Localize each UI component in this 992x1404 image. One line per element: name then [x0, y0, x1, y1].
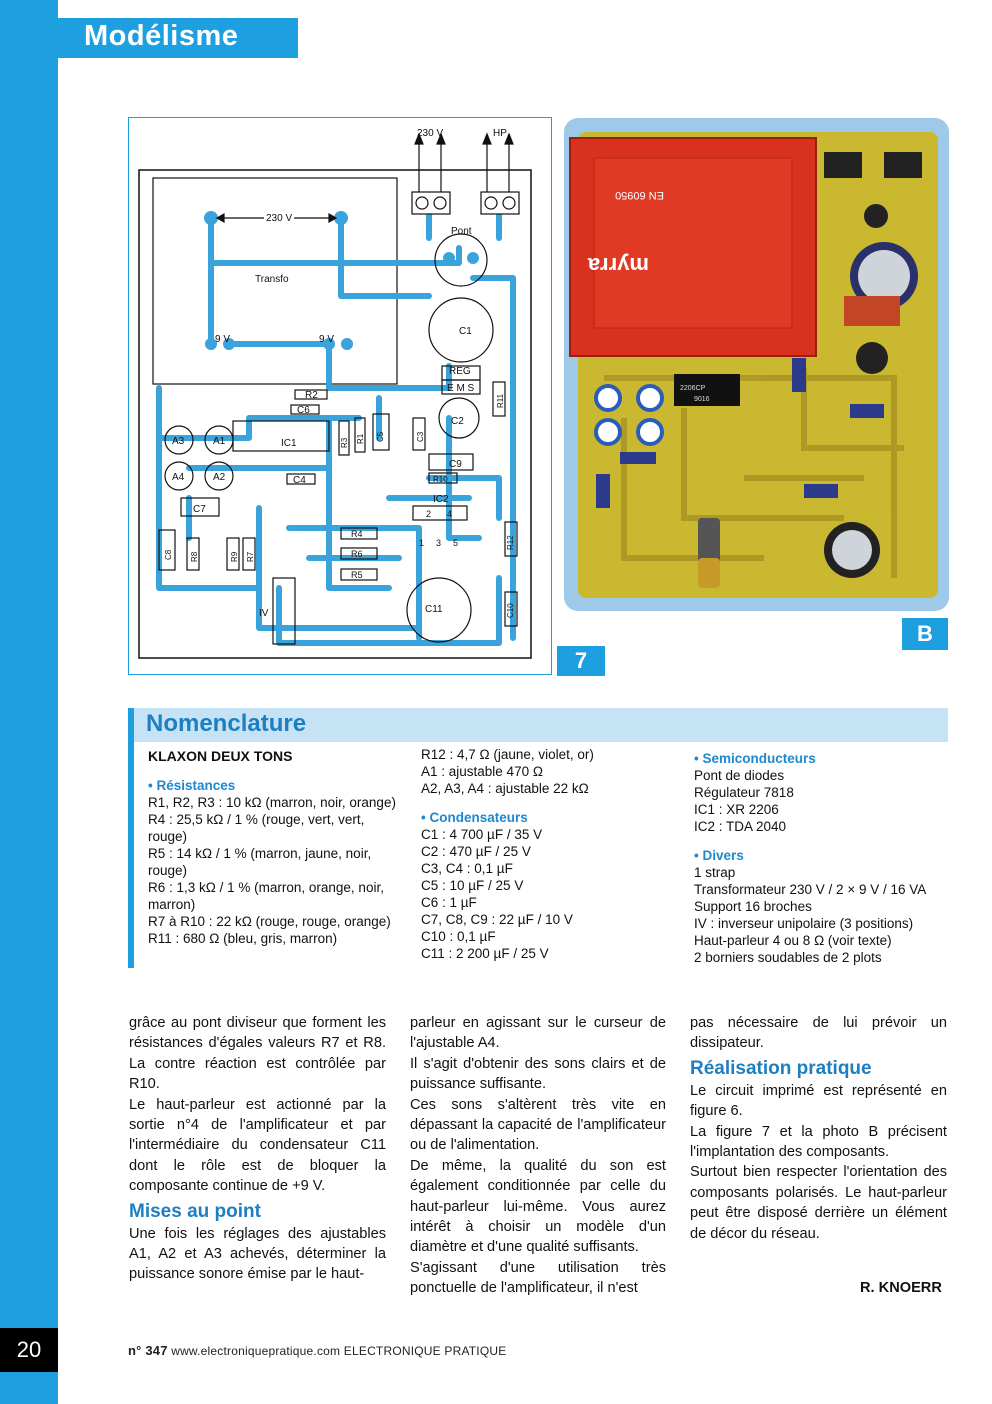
- nomenclature-item: C10 : 0,1 µF: [421, 929, 496, 944]
- fig7-label-a3: A3: [172, 436, 185, 447]
- fig7-label-pont: Pont: [451, 226, 472, 237]
- nomenclature-item: C2 : 470 µF / 25 V: [421, 844, 531, 859]
- nomenclature-column-3: [694, 750, 948, 966]
- fig7-label-c10: C10: [506, 603, 515, 618]
- fig7-label-c5: C5: [376, 431, 385, 442]
- nomenclature-item: C1 : 4 700 µF / 35 V: [421, 827, 543, 842]
- article-paragraph: Surtout bien respecter l'orientation des composants polarisés. Le haut-parleur peut être disposé derrière un élément de décor du réseau.: [690, 1164, 947, 1242]
- figure-7-pcb-layout: [128, 117, 552, 675]
- fig7-label-9v-a: 9 V: [215, 334, 231, 345]
- article-paragraph: pas nécessaire de lui prévoir un dissipateur.: [690, 1015, 947, 1052]
- fig7-ic2-pin-5: 5: [453, 538, 459, 548]
- fig7-ic2-pin-3: 3: [436, 538, 442, 548]
- fig7-label-hp: HP: [493, 128, 507, 139]
- fig7-label-r6: R6: [351, 549, 363, 559]
- nomenclature-accent-bar: [128, 708, 134, 968]
- fig7-label-r12: R12: [506, 535, 515, 550]
- page-footer: [128, 1343, 506, 1358]
- fig7-label-9v-b: 9 V: [319, 334, 335, 345]
- article-paragraph: Le haut-parleur est actionné par la sortie n°4 de l'amplificateur et par l'intermédiaire du condensateur C11 dont le rôle est de bloquer la composante continue de +9 V.: [129, 1096, 386, 1195]
- nomenclature-item: Régulateur 7818: [694, 785, 794, 800]
- fig7-label-iv: IV: [259, 608, 269, 619]
- article-paragraph: S'agissant d'une utilisation très ponctuelle de l'amplificateur, il n'est: [410, 1259, 666, 1297]
- fig7-label-ic2: IC2: [433, 494, 449, 505]
- article-paragraph: grâce au pont diviseur que forment les résistances d'égales valeurs R7 et R8. La contre réaction est contrôlée par R10.: [129, 1015, 386, 1093]
- nomenclature-item: Transformateur 230 V / 2 × 9 V / 16 VA: [694, 882, 927, 897]
- fig7-label-r2: R2: [305, 390, 318, 401]
- nomenclature-item: R7 à R10 : 22 kΩ (rouge, rouge, orange): [148, 914, 391, 929]
- section-heading: Mises au point: [129, 1200, 261, 1222]
- photo-b-assembled-board: [564, 118, 949, 611]
- fig7-ic2-pin-1: 1: [419, 538, 425, 548]
- nomenclature-item: C5 : 10 µF / 25 V: [421, 878, 524, 893]
- section-heading: Réalisation pratique: [690, 1057, 872, 1079]
- nomenclature-column-2: [421, 746, 671, 962]
- fig7-ic2-pin-2: 2: [426, 509, 432, 519]
- section-heading: • Divers: [694, 848, 744, 863]
- article-paragraph: Il s'agit d'obtenir des sons clairs et de puissance suffisante.: [410, 1055, 666, 1093]
- footer-issue: n° 347: [128, 1343, 168, 1358]
- footer-website: www.electroniquepratique.com: [171, 1344, 341, 1358]
- article-column-2: [410, 1013, 666, 1299]
- fig7-label-r3: R3: [340, 437, 349, 448]
- nomenclature-item: 2 borniers soudables de 2 plots: [694, 950, 882, 965]
- page-number: 20: [0, 1328, 58, 1372]
- fig7-label-c3: C3: [416, 431, 425, 442]
- nomenclature-item: 1 strap: [694, 865, 736, 880]
- section-heading: • Semiconducteurs: [694, 751, 816, 766]
- article-paragraph: parleur en agissant sur le curseur de l'ajustable A4.: [410, 1015, 666, 1052]
- nomenclature-item: R4 : 25,5 kΩ / 1 % (rouge, vert, vert, rouge): [148, 812, 365, 844]
- figure-7-label: 7: [557, 646, 605, 676]
- fig7-label-a2: A2: [213, 472, 226, 483]
- fig7-label-r8: R8: [190, 551, 199, 562]
- fig7-label-a1: A1: [213, 436, 226, 447]
- section-heading: • Résistances: [148, 778, 236, 793]
- nomenclature-title: Nomenclature: [146, 710, 307, 737]
- nomenclature-item: R11 : 680 Ω (bleu, gris, marron): [148, 931, 338, 946]
- article-paragraph: La figure 7 et la photo B précisent l'implantation des composants.: [690, 1123, 947, 1161]
- fig7-label-reg: REG: [449, 366, 471, 377]
- fig7-label-c11: C11: [425, 604, 443, 615]
- article-paragraph: Le circuit imprimé est représenté en figure 6.: [690, 1082, 947, 1120]
- nomenclature-item: Support 16 broches: [694, 899, 812, 914]
- nomenclature-item: Pont de diodes: [694, 768, 785, 783]
- photo-b-label: B: [902, 618, 948, 650]
- photo-transformer-norm: EN 60950: [615, 189, 664, 201]
- article-paragraph: De même, la qualité du son est également conditionnée par celle du haut-parleur lui-même. Vous aurez intérêt à choisir un modèle d'un diamètre et d'une qualité suffisants.: [410, 1157, 666, 1256]
- fig7-label-r7: R7: [246, 551, 255, 562]
- fig7-label-c4: C4: [293, 475, 306, 486]
- fig7-label-c1: C1: [459, 326, 472, 337]
- article-column-1: [129, 1013, 386, 1285]
- fig7-label-r1: R1: [356, 433, 365, 444]
- fig7-label-r9: R9: [230, 551, 239, 562]
- nomenclature-item: KLAXON DEUX TONS: [148, 748, 293, 764]
- nomenclature-column-1: [148, 748, 403, 947]
- fig7-label-r5: R5: [351, 570, 363, 580]
- nomenclature-item: R1, R2, R3 : 10 kΩ (marron, noir, orange): [148, 795, 396, 810]
- fig7-label-r10: R10: [433, 475, 448, 484]
- article-author: R. KNOERR: [860, 1280, 942, 1296]
- fig7-label-c2: C2: [451, 416, 464, 427]
- fig7-ic2-pin-4: 4: [447, 509, 453, 519]
- fig7-label-c7: C7: [193, 504, 206, 515]
- nomenclature-item: A2, A3, A4 : ajustable 22 kΩ: [421, 781, 589, 796]
- fig7-label-r11: R11: [496, 393, 505, 408]
- footer-magazine: ELECTRONIQUE PRATIQUE: [343, 1344, 507, 1358]
- nomenclature-item: IC2 : TDA 2040: [694, 819, 787, 834]
- fig7-label-230v: 230 V: [417, 128, 444, 139]
- nomenclature-item: A1 : ajustable 470 Ω: [421, 764, 543, 779]
- fig7-label-ic1: IC1: [281, 438, 297, 449]
- fig7-label-c9: C9: [449, 459, 462, 470]
- nomenclature-item: Haut-parleur 4 ou 8 Ω (voir texte): [694, 933, 892, 948]
- fig7-label-r4: R4: [351, 529, 363, 539]
- photo-transformer-brand: myrra: [587, 253, 649, 278]
- nomenclature-item: R6 : 1,3 kΩ / 1 % (marron, orange, noir, marron): [148, 880, 384, 912]
- left-color-bar: [0, 0, 58, 1404]
- fig7-label-transfo: Transfo: [255, 274, 289, 285]
- article-paragraph: Une fois les réglages des ajustables A1, A2 et A3 achevés, déterminer la puissance sonore émise par le haut-: [129, 1225, 386, 1283]
- nomenclature-item: IC1 : XR 2206: [694, 802, 779, 817]
- fig7-label-c8: C8: [164, 549, 173, 560]
- section-title: Modélisme: [58, 18, 298, 58]
- nomenclature-item: C7, C8, C9 : 22 µF / 10 V: [421, 912, 573, 927]
- nomenclature-item: IV : inverseur unipolaire (3 positions): [694, 916, 914, 931]
- nomenclature-item: C11 : 2 200 µF / 25 V: [421, 946, 549, 961]
- article-paragraph: Ces sons s'altèrent très vite en dépassant la capacité de l'amplificateur ou de l'alimentation.: [410, 1096, 666, 1154]
- fig7-label-a4: A4: [172, 472, 185, 483]
- photo-chip-label-2: 9016: [694, 396, 710, 403]
- nomenclature-item: C6 : 1 µF: [421, 895, 477, 910]
- article-column-3: [690, 1013, 947, 1244]
- nomenclature-item: R12 : 4,7 Ω (jaune, violet, or): [421, 747, 594, 762]
- fig7-label-ems: E M S: [447, 383, 475, 394]
- nomenclature-item: C3, C4 : 0,1 µF: [421, 861, 513, 876]
- photo-chip-label-1: 2206CP: [680, 385, 706, 392]
- section-heading: • Condensateurs: [421, 810, 528, 825]
- nomenclature-item: R5 : 14 kΩ / 1 % (marron, jaune, noir, rouge): [148, 846, 372, 878]
- fig7-label-c6: C6: [297, 405, 310, 416]
- fig7-label-arrow-230v: 230 V: [266, 213, 293, 224]
